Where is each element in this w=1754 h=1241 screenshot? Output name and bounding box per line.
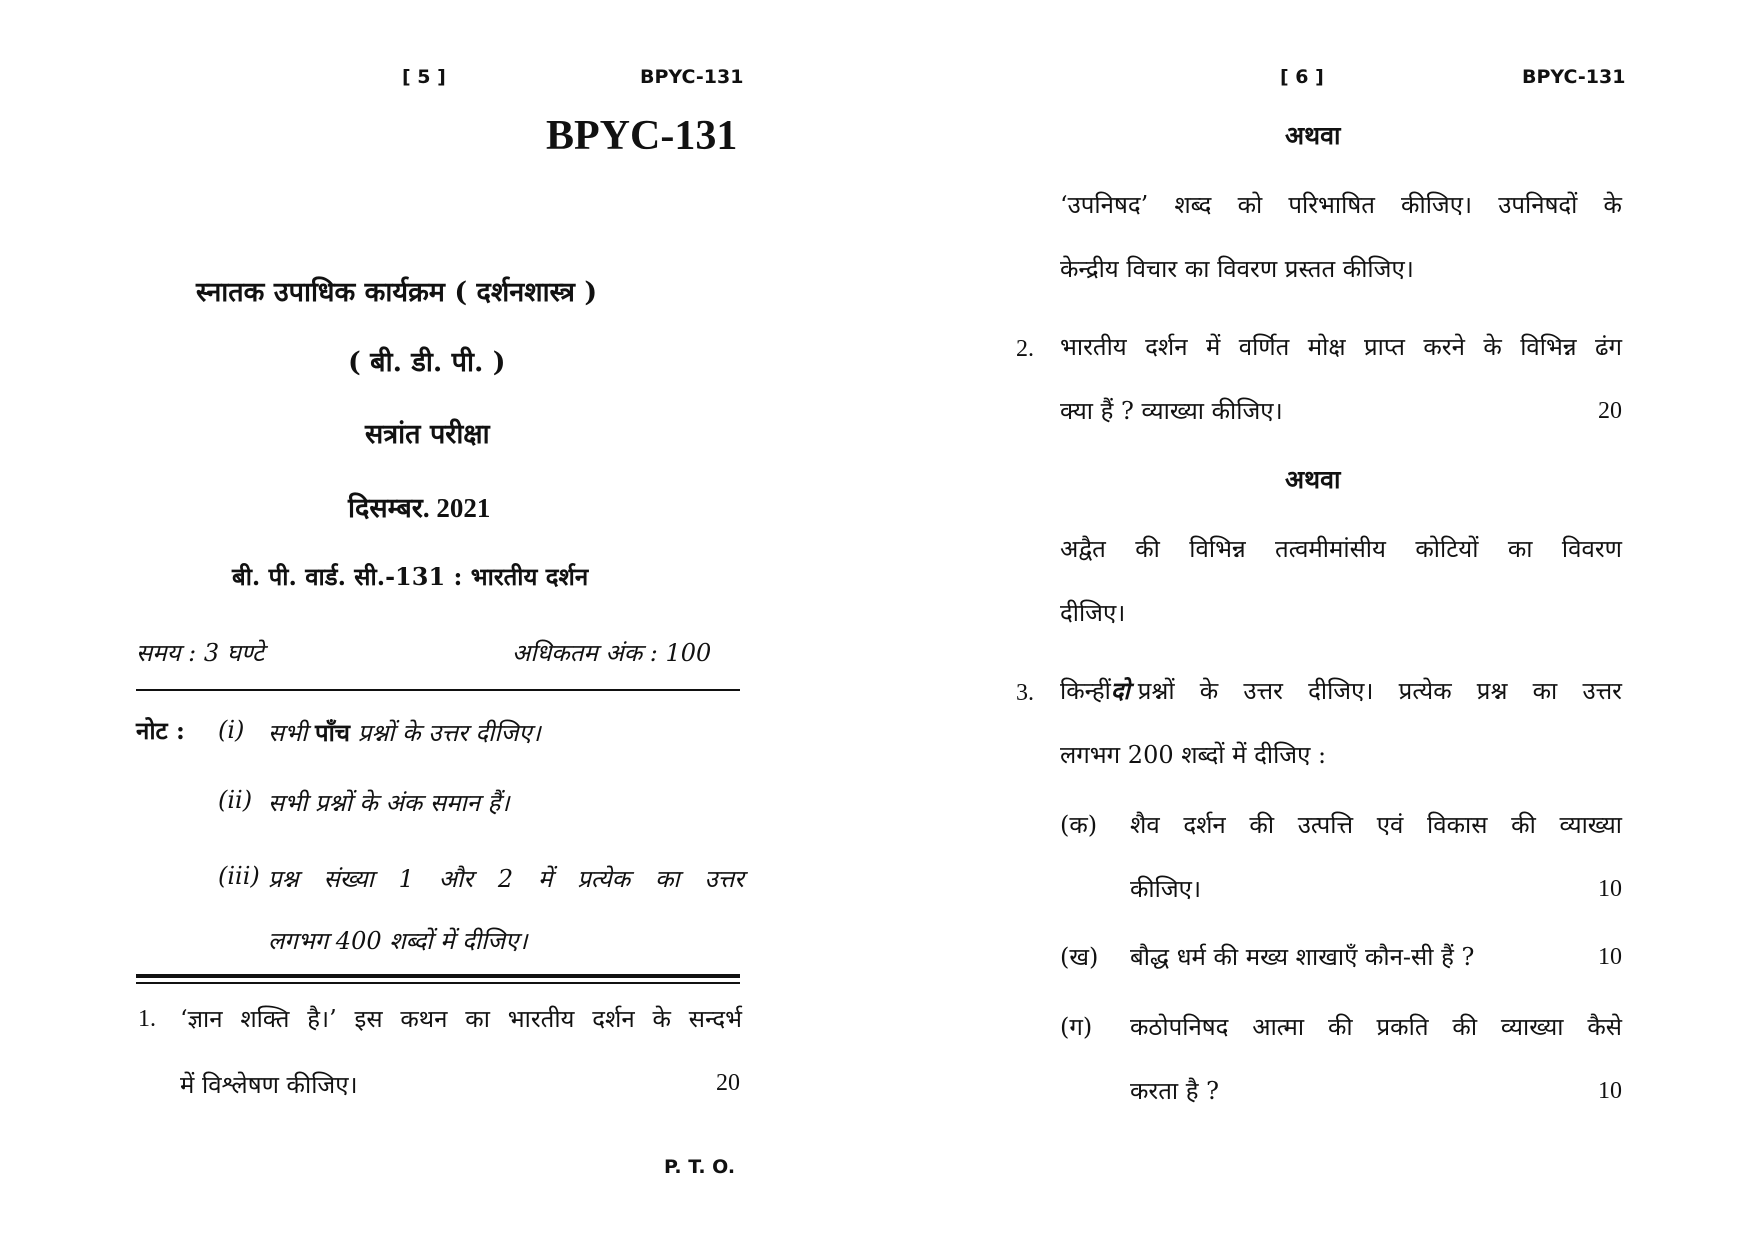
exam-month: दिसम्बर [348, 493, 423, 524]
question-1-line-1: ‘ज्ञान शक्ति है।’ इस कथन का भारतीय दर्शन के सन्दर्भ [180, 1005, 742, 1033]
sub-question-label: (क) [1060, 811, 1098, 839]
course-title: बी. पी. वार्ड. सी.-131 : भारतीय दर्शन [232, 562, 589, 591]
sub-question-a-line-2: कीजिए। [1130, 875, 1202, 903]
note-number: (iii) [218, 862, 260, 890]
program-title: स्नातक उपाधिक कार्यक्रम ( दर्शनशास्त्र ) [196, 277, 598, 308]
note-text: सभी [268, 719, 308, 747]
or-heading: अथवा [1285, 121, 1341, 150]
maximum-marks: अधिकतम अंक : 100 [512, 639, 712, 667]
sub-question-label: (ख) [1060, 943, 1099, 971]
note-item-3-line-2: लगभग 400 शब्दों में दीजिए। [268, 927, 528, 955]
exam-year: . 2021 [422, 493, 491, 523]
paper-code-header: BPYC-131 [1522, 66, 1626, 88]
divider-double-bottom [136, 982, 740, 984]
note-label: नोट : [136, 716, 185, 745]
question-2-line-1: भारतीय दर्शन में वर्णित मोक्ष प्राप्त करने के विभिन्न ढंग [1060, 333, 1622, 361]
sub-question-c-line-2: करता है ? [1130, 1077, 1220, 1105]
question-marks: 10 [1598, 944, 1622, 970]
alt-question-2-line-2: दीजिए। [1060, 599, 1126, 627]
alt-question-1-line-2: केन्द्रीय विचार का विवरण प्रस्तत कीजिए। [1060, 255, 1414, 283]
program-short: ( बी. डी. पी. ) [348, 347, 506, 378]
question-marks: 20 [1598, 398, 1622, 424]
question-3-line-2: लगभग 200 शब्दों में दीजिए : [1060, 741, 1327, 769]
page-number: [ 5 ] [402, 66, 446, 88]
note-item-1 [268, 716, 541, 749]
page-number: [ 6 ] [1280, 66, 1324, 88]
exam-date [348, 488, 490, 525]
sub-question-b-line-1: बौद्ध धर्म की मख्य शाखाएँ कौन-सी हैं ? [1130, 943, 1475, 971]
note-item-3-line-1: प्रश्न संख्या 1 और 2 में प्रत्येक का उत्तर [268, 865, 744, 893]
alt-question-1-line-1: ‘उपनिषद’ शब्द को परिभाषित कीजिए। उपनिषदों के [1060, 191, 1622, 219]
question-marks: 20 [716, 1070, 740, 1096]
note-number: (ii) [218, 786, 253, 814]
question-2-line-2: क्या हैं ? व्याख्या कीजिए। [1060, 397, 1283, 425]
sub-question-label: (ग) [1060, 1013, 1093, 1041]
note-item-2: सभी प्रश्नों के अंक समान हैं। [268, 789, 510, 817]
alt-question-2-line-1: अद्वैत की विभिन्न तत्वमीमांसीय कोटियों का विवरण [1060, 535, 1622, 563]
note-emphasis: पाँच [314, 718, 351, 747]
q3-emphasis: दो [1110, 676, 1130, 705]
sub-question-a-line-1: शैव दर्शन की उत्पत्ति एवं विकास की व्याख्या [1130, 811, 1622, 839]
note-number: (i) [218, 716, 245, 744]
please-turn-over: P. T. O. [664, 1156, 736, 1178]
question-3-line-1 [1060, 674, 1622, 707]
q3-text: किन्हीं [1060, 677, 1111, 705]
paper-code-title: BPYC-131 [546, 113, 738, 159]
exam-title: सत्रांत परीक्षा [365, 419, 490, 450]
question-1-line-2: में विश्लेषण कीजिए। [180, 1071, 358, 1099]
divider [136, 689, 740, 691]
paper-code-header: BPYC-131 [640, 66, 744, 88]
question-number: 3. [1016, 680, 1034, 706]
q3-text: प्रश्नों के उत्तर दीजिए। प्रत्येक प्रश्न का उत्तर [1137, 677, 1622, 705]
question-marks: 10 [1598, 876, 1622, 902]
question-number: 2. [1016, 336, 1034, 362]
or-heading: अथवा [1285, 465, 1341, 494]
question-marks: 10 [1598, 1078, 1622, 1104]
divider-double-top [136, 974, 740, 978]
sub-question-c-line-1: कठोपनिषद आत्मा की प्रकति की व्याख्या कैसे [1130, 1013, 1622, 1041]
note-text: प्रश्नों के उत्तर दीजिए। [357, 719, 541, 747]
question-number: 1. [138, 1006, 156, 1032]
time-allowed: समय : 3 घण्टे [136, 639, 265, 667]
